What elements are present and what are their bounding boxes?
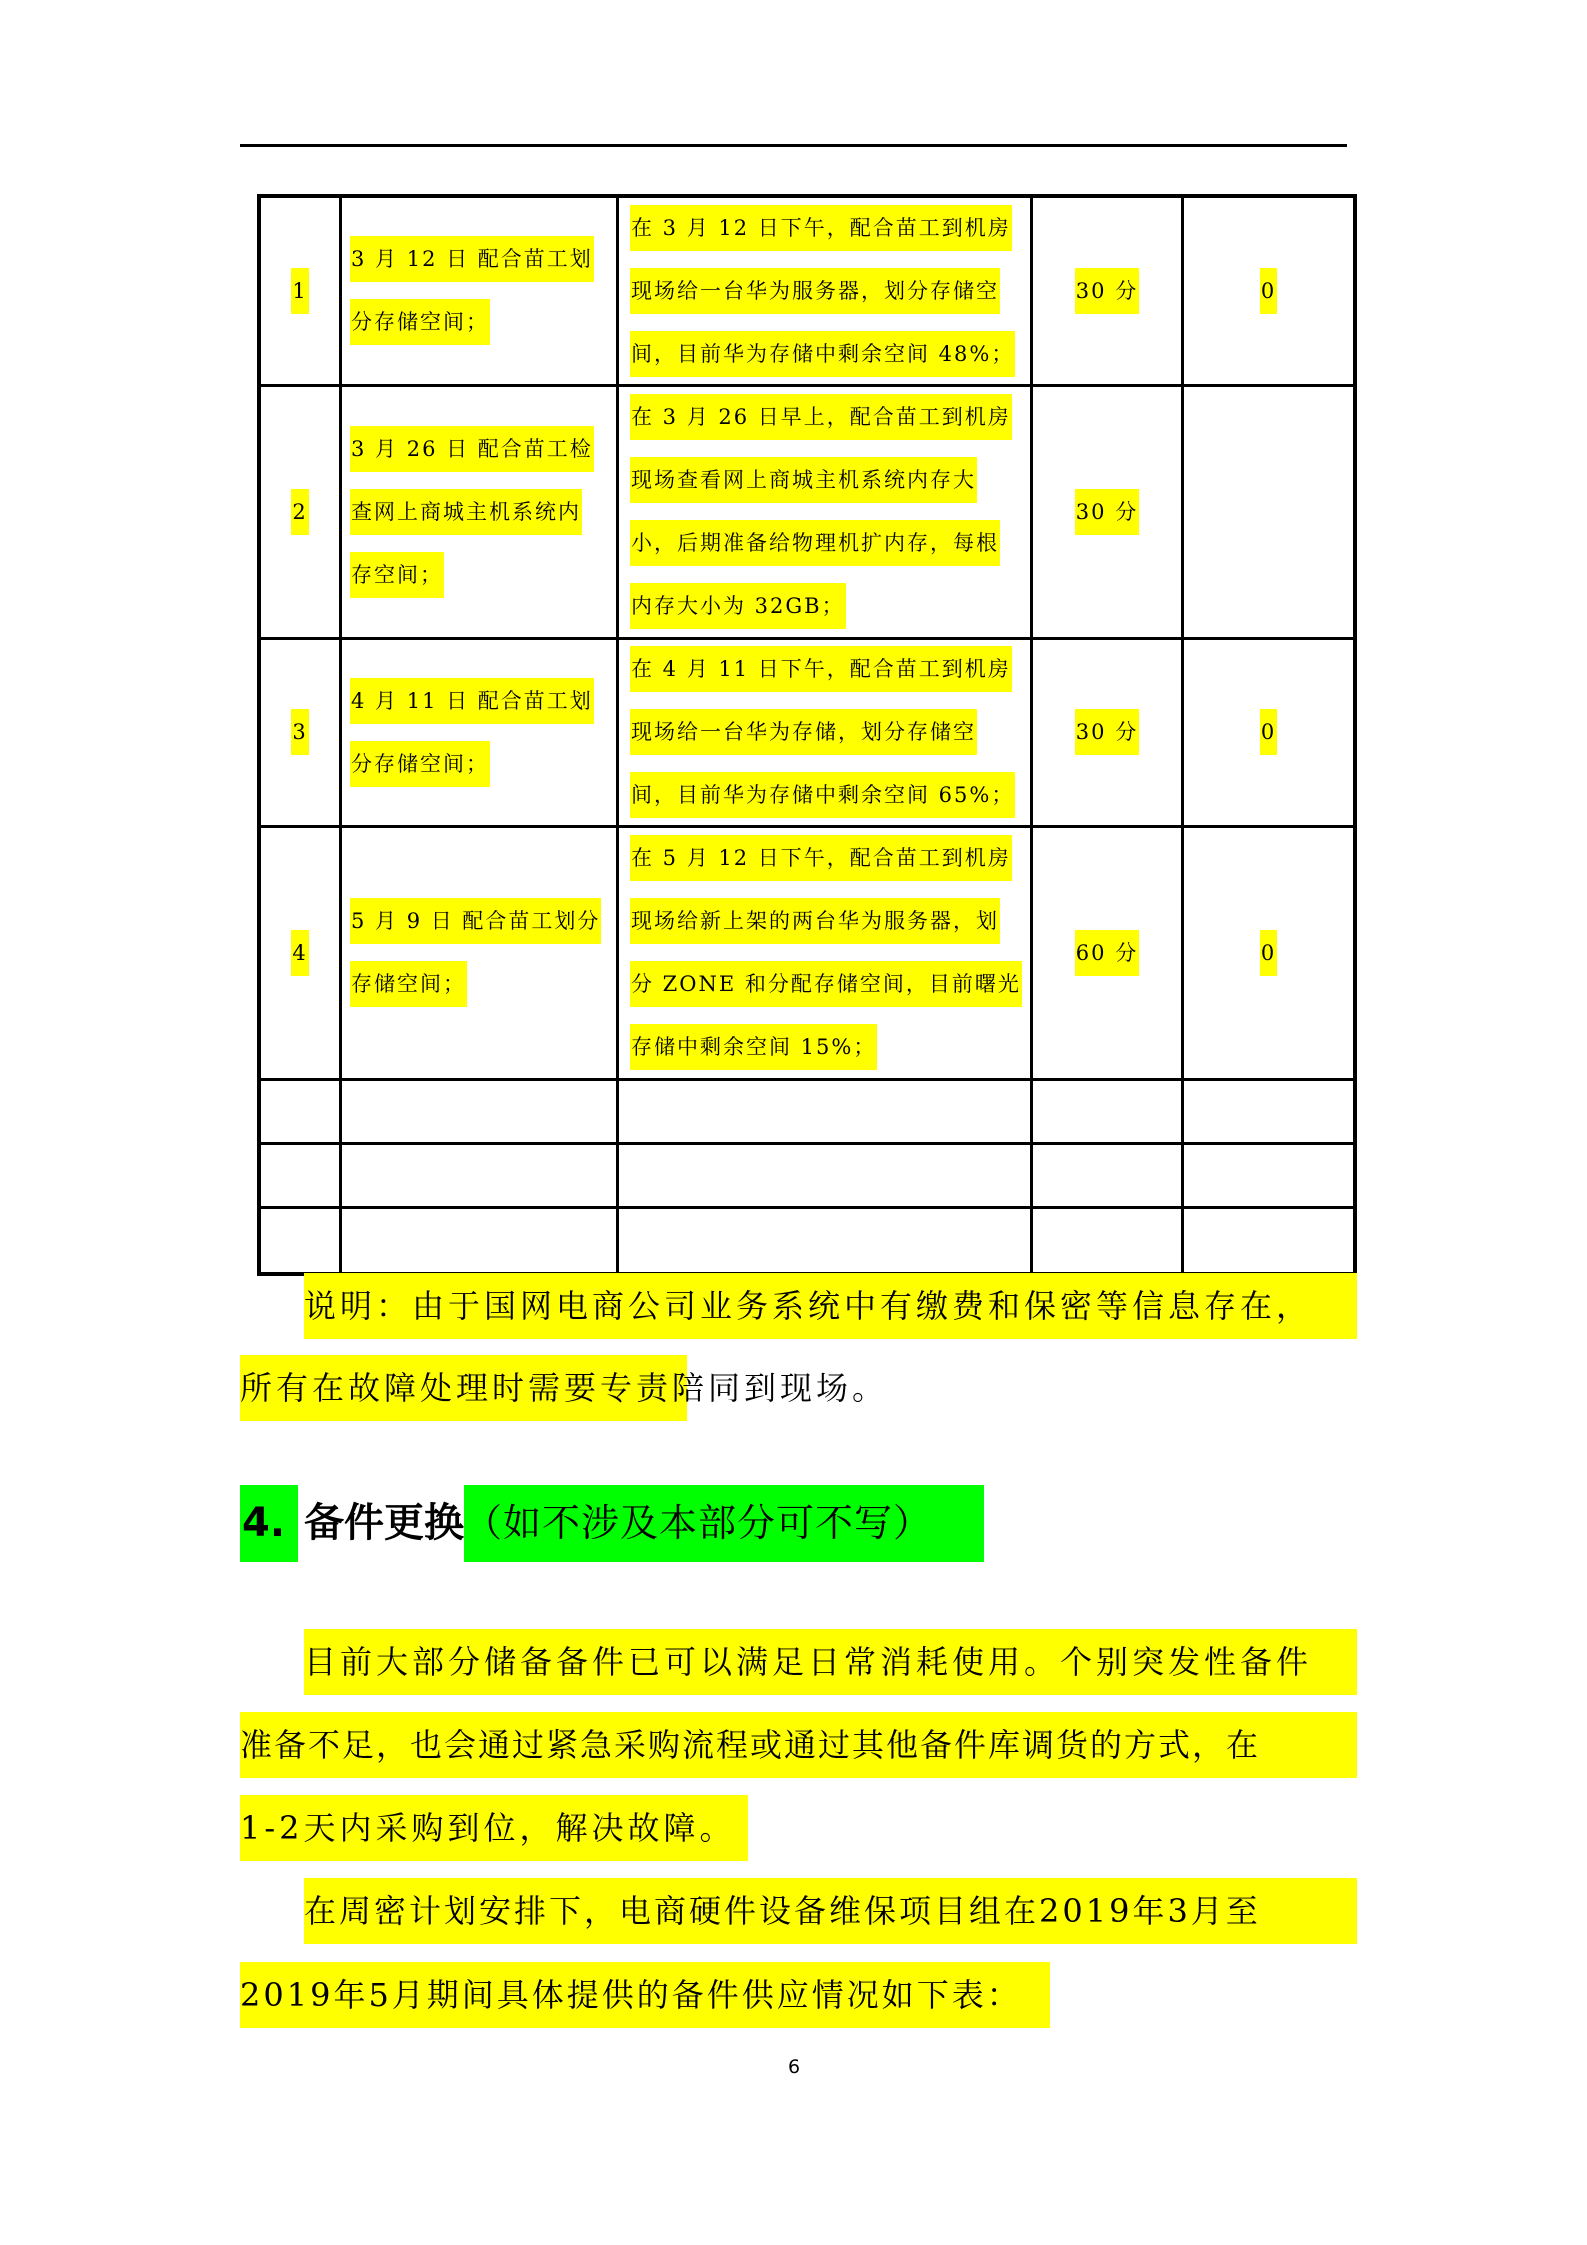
- paragraph-2-line-1: 在周密计划安排下，电商硬件设备维保项目组在2019年3月至: [304, 1878, 1357, 1944]
- detail-line: 存储中剩余空间 15%；: [630, 1024, 877, 1070]
- cell-number: [259, 826, 341, 1079]
- empty-cell: [259, 1079, 341, 1143]
- empty-cell: [259, 1207, 341, 1274]
- row-number: 1: [291, 268, 308, 314]
- page-number: 6: [787, 2056, 801, 2078]
- empty-cell: [1183, 1207, 1356, 1274]
- detail-line: 间，目前华为存储中剩余空间 65%；: [630, 772, 1015, 818]
- section-remark: （如不涉及本部分可不写）: [464, 1485, 984, 1562]
- cell-task: [341, 385, 618, 638]
- cell-count: [1183, 385, 1356, 638]
- count-value: 0: [1260, 930, 1277, 976]
- task-line: 查网上商城主机系统内: [350, 489, 582, 535]
- cell-duration: [1032, 826, 1183, 1079]
- work-record-table: [257, 194, 1357, 1276]
- table-row: [259, 826, 1355, 1079]
- detail-line: 在 3 月 26 日早上，配合苗工到机房: [630, 394, 1012, 440]
- empty-cell: [618, 1207, 1032, 1274]
- detail-line: 间，目前华为存储中剩余空间 48%；: [630, 331, 1015, 377]
- task-line: 3 月 12 日 配合苗工划: [350, 236, 594, 282]
- detail-line: 现场给一台华为服务器，划分存储空: [630, 268, 1000, 314]
- cell-task: [341, 196, 618, 385]
- empty-cell: [1032, 1079, 1183, 1143]
- table-row-empty: [259, 1143, 1355, 1207]
- cell-duration: [1032, 638, 1183, 826]
- task-line: 5 月 9 日 配合苗工划分: [350, 898, 601, 944]
- paragraph-1-line-2: 准备不足，也会通过紧急采购流程或通过其他备件库调货的方式，在: [240, 1712, 1357, 1778]
- empty-cell: [1183, 1079, 1356, 1143]
- empty-cell: [1032, 1143, 1183, 1207]
- section-number: 4.: [240, 1485, 298, 1562]
- header-rule: [240, 144, 1347, 147]
- duration-value: 60 分: [1075, 930, 1139, 976]
- empty-cell: [341, 1143, 618, 1207]
- count-value: 0: [1260, 709, 1277, 755]
- cell-count: [1183, 638, 1356, 826]
- duration-value: 30 分: [1075, 709, 1139, 755]
- task-line: 存空间；: [350, 552, 444, 598]
- table-row: [259, 385, 1355, 638]
- count-value: 0: [1260, 268, 1277, 314]
- duration-value: 30 分: [1075, 489, 1139, 535]
- cell-task: [341, 826, 618, 1079]
- cell-duration: [1032, 385, 1183, 638]
- empty-cell: [618, 1143, 1032, 1207]
- table-row-empty: [259, 1079, 1355, 1143]
- cell-count: [1183, 826, 1356, 1079]
- detail-line: 内存大小为 32GB；: [630, 583, 846, 629]
- cell-number: [259, 196, 341, 385]
- detail-line: 在 5 月 12 日下午，配合苗工到机房: [630, 835, 1012, 881]
- cell-detail: [618, 196, 1032, 385]
- cell-detail: [618, 826, 1032, 1079]
- note-line-1: 说明：由于国网电商公司业务系统中有缴费和保密等信息存在，: [304, 1273, 1357, 1339]
- task-line: 4 月 11 日 配合苗工划: [350, 678, 594, 724]
- cell-count: [1183, 196, 1356, 385]
- task-line: 分存储空间；: [350, 741, 490, 787]
- cell-detail: [618, 385, 1032, 638]
- cell-detail: [618, 638, 1032, 826]
- table-row: [259, 196, 1355, 385]
- duration-value: 30 分: [1075, 268, 1139, 314]
- empty-cell: [618, 1079, 1032, 1143]
- cell-number: [259, 385, 341, 638]
- detail-line: 现场给新上架的两台华为服务器，划: [630, 898, 1000, 944]
- section-title: 备件更换: [304, 1500, 464, 1546]
- task-line: 存储空间；: [350, 961, 467, 1007]
- detail-line: 现场给一台华为存储，划分存储空: [630, 709, 977, 755]
- empty-cell: [341, 1079, 618, 1143]
- empty-cell: [341, 1207, 618, 1274]
- row-number: 4: [291, 930, 308, 976]
- paragraph-1-line-1: 目前大部分储备备件已可以满足日常消耗使用。个别突发性备件: [304, 1629, 1357, 1695]
- row-number: 2: [291, 489, 308, 535]
- detail-line: 小，后期准备给物理机扩内存，每根: [630, 520, 1000, 566]
- cell-task: [341, 638, 618, 826]
- detail-line: 在 3 月 12 日下午，配合苗工到机房: [630, 205, 1012, 251]
- paragraph-1-line-3: 1-2天内采购到位，解决故障。: [240, 1795, 748, 1861]
- cell-duration: [1032, 196, 1183, 385]
- table-row-empty: [259, 1207, 1355, 1274]
- cell-number: [259, 638, 341, 826]
- table-row: [259, 638, 1355, 826]
- empty-cell: [259, 1143, 341, 1207]
- empty-cell: [1032, 1207, 1183, 1274]
- note-line-2: 所有在故障处理时需要专责陪同到现场。: [240, 1355, 687, 1421]
- task-line: 3 月 26 日 配合苗工检: [350, 426, 594, 472]
- empty-cell: [1183, 1143, 1356, 1207]
- paragraph-2-line-2: 2019年5月期间具体提供的备件供应情况如下表：: [240, 1962, 1050, 2028]
- task-line: 分存储空间；: [350, 299, 490, 345]
- detail-line: 分 ZONE 和分配存储空间，目前曙光: [630, 961, 1022, 1007]
- row-number: 3: [291, 709, 308, 755]
- detail-line: 在 4 月 11 日下午，配合苗工到机房: [630, 646, 1012, 692]
- section-heading: [240, 1485, 984, 1562]
- detail-line: 现场查看网上商城主机系统内存大: [630, 457, 977, 503]
